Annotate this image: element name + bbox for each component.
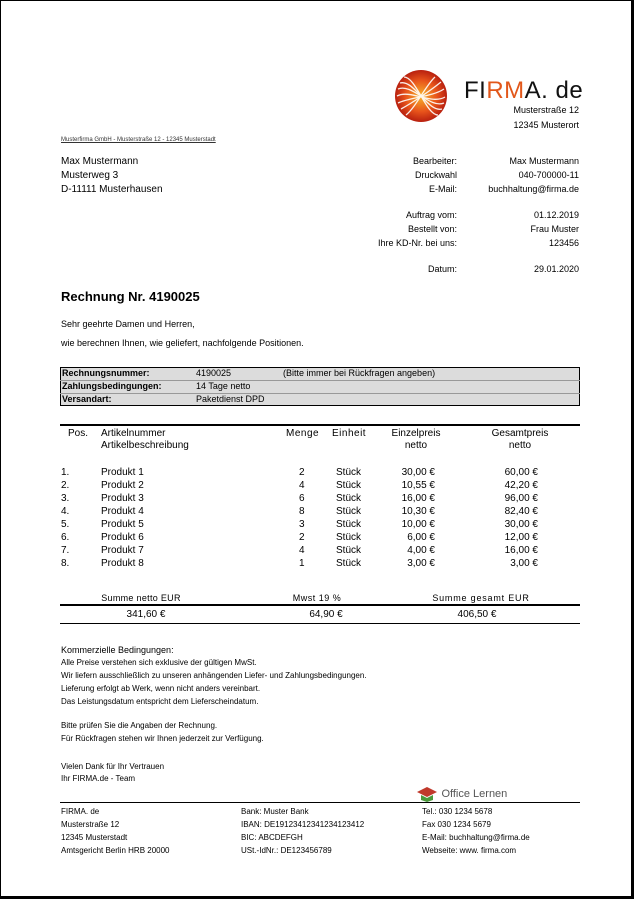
row-price: 30,00 € [401,467,435,478]
row-pos: 3. [61,493,70,504]
row-price: 10,00 € [401,519,435,530]
col-header-unit: Einheit [332,428,367,439]
closing-text: Vielen Dank für Ihr Vertrauen [61,762,165,771]
totals-rule [60,604,580,606]
shipping-label: Versandart: [62,394,112,404]
col-header-article: Artikelnummer [101,428,166,439]
row-qty: 4 [299,545,305,556]
info-value: 040-700000-11 [518,170,579,180]
row-qty: 8 [299,506,305,517]
row-unit: Stück [336,545,362,556]
row-qty: 1 [299,558,305,569]
conditions-line: Alle Preise verstehen sich exklusive der gültigen MwSt. [61,658,257,667]
info-label: Druckwahl [414,170,457,180]
graduation-cap-icon [417,786,437,802]
info-label: Auftrag vom: [405,210,457,220]
footer-line: Fax 030 1234 5679 [422,820,491,829]
row-pos: 7. [61,545,70,556]
gross-total-value: 406,50 € [457,609,497,620]
check-text: Bitte prüfen Sie die Angaben der Rechnung. [61,721,218,730]
row-qty: 4 [299,480,305,491]
table-top-rule [60,424,580,426]
row-name: Produkt 7 [101,545,144,556]
row-price: 10,55 € [401,480,435,491]
row-price: 4,00 € [407,545,435,556]
shipping-value: Paketdienst DPD [196,394,265,404]
footer-line: USt.-IdNr.: DE123456789 [241,846,332,855]
closing-text: Ihr FIRMA.de - Team [61,774,136,783]
info-label: Bearbeiter: [412,156,457,166]
net-total-value: 341,60 € [126,609,166,620]
col-header-total-net: netto [508,440,532,451]
footer-line: Amtsgericht Berlin HRB 20000 [61,846,170,855]
invoice-number-value: 4190025 [196,368,232,378]
row-total: 12,00 € [504,532,538,543]
row-pos: 5. [61,519,70,530]
invoice-number-note: (Bitte immer bei Rückfragen angeben) [283,368,436,378]
conditions-line: Das Leistungsdatum entspricht dem Lieferscheindatum. [61,697,259,706]
row-qty: 6 [299,493,305,504]
info-value: 01.12.2019 [533,210,579,220]
col-header-total: Gesamtpreis [491,428,549,439]
conditions-heading: Kommerzielle Bedingungen: [61,645,174,655]
row-unit: Stück [336,532,362,543]
gross-total-label: Summe gesamt EUR [432,593,530,603]
net-total-label: Summe netto EUR [101,593,181,603]
divider [60,393,580,394]
info-label: Datum: [427,264,457,274]
row-price: 3,00 € [407,558,435,569]
footer-rule [60,802,580,803]
info-value: Max Mustermann [509,156,579,166]
row-price: 16,00 € [401,493,435,504]
row-name: Produkt 5 [101,519,144,530]
invoice-title: Rechnung Nr. 4190025 [61,289,200,304]
row-qty: 3 [299,519,305,530]
row-price: 10,30 € [401,506,435,517]
footer-col-contact [422,805,530,857]
col-header-qty: Menge [286,428,320,439]
row-total: 3,00 € [510,558,538,569]
col-header-description: Artikelbeschreibung [101,440,189,451]
row-price: 6,00 € [407,532,435,543]
col-header-unit-price-net: netto [404,440,428,451]
row-unit: Stück [336,480,362,491]
recipient-street: Musterweg 3 [61,170,119,181]
office-lernen-logo [417,785,507,803]
row-qty: 2 [299,532,305,543]
company-logo-text: FIRMA. de [464,77,584,104]
footer-col-bank [241,805,364,857]
sender-line: Musterfirma GmbH - Musterstraße 12 - 12345 Musterstadt [61,137,216,143]
footer-line: Webseite: www. firma.com [422,846,517,855]
footer-line: E-Mail: buchhaltung@firma.de [422,833,530,842]
payment-terms-label: Zahlungsbedingungen: [62,381,162,391]
company-street: Musterstraße 12 [513,105,579,115]
row-name: Produkt 4 [101,506,144,517]
footer-line: IBAN: DE19123412341234123412 [241,820,365,829]
conditions-line: Lieferung erfolgt ab Werk, wenn nicht anders vereinbart. [61,684,261,693]
info-label: Bestellt von: [407,224,457,234]
row-unit: Stück [336,519,362,530]
row-name: Produkt 6 [101,532,144,543]
row-unit: Stück [336,467,362,478]
row-name: Produkt 3 [101,493,144,504]
company-logo-icon [394,69,448,123]
col-header-pos: Pos. [68,428,89,439]
footer-line: BIC: ABCDEFGH [241,833,303,842]
row-total: 60,00 € [504,467,538,478]
payment-terms-value: 14 Tage netto [196,381,251,391]
check-text: Für Rückfragen stehen wir Ihnen jederzeit zur Verfügung. [61,734,264,743]
row-total: 30,00 € [504,519,538,530]
vat-label: Mwst 19 % [292,593,342,603]
info-value: 123456 [548,238,579,248]
company-city: 12345 Musterort [513,120,579,130]
info-label: E-Mail: [428,184,457,194]
footer-line: 12345 Musterstadt [61,833,128,842]
vat-value: 64,90 € [309,609,343,620]
totals-bottom-rule [60,623,580,624]
divider [60,380,580,381]
info-label: Ihre KD-Nr. bei uns: [377,238,457,248]
row-total: 16,00 € [504,545,538,556]
greeting: Sehr geehrte Damen und Herren, [61,319,195,329]
footer-line: Bank: Muster Bank [241,807,309,816]
row-unit: Stück [336,558,362,569]
footer-line: FIRMA. de [61,807,100,816]
footer-line: Tel.: 030 1234 5678 [422,807,493,816]
row-pos: 4. [61,506,70,517]
intro-text: wie berechnen Ihnen, wie geliefert, nachfolgende Positionen. [61,338,304,348]
row-total: 96,00 € [504,493,538,504]
row-name: Produkt 8 [101,558,144,569]
row-pos: 8. [61,558,70,569]
row-total: 42,20 € [504,480,538,491]
info-value: Frau Muster [530,224,579,234]
footer-col-company [61,805,170,857]
row-total: 82,40 € [504,506,538,517]
office-lernen-text: Office Lernen [441,787,508,800]
row-qty: 2 [299,467,305,478]
row-pos: 1. [61,467,70,478]
invoice-number-label: Rechnungsnummer: [62,368,150,378]
recipient-name: Max Mustermann [61,156,139,167]
conditions-line: Wir liefern ausschließlich zu unseren anhängenden Liefer- und Zahlungsbedingungen. [61,671,367,680]
footer-line: Musterstraße 12 [61,820,120,829]
info-value: 29.01.2020 [533,264,579,274]
recipient-city: D-11111 Musterhausen [61,184,163,195]
row-name: Produkt 1 [101,467,144,478]
row-unit: Stück [336,506,362,517]
row-name: Produkt 2 [101,480,144,491]
row-unit: Stück [336,493,362,504]
row-pos: 2. [61,480,70,491]
col-header-unit-price: Einzelpreis [391,428,441,439]
row-pos: 6. [61,532,70,543]
info-value: buchhaltung@firma.de [488,184,579,194]
